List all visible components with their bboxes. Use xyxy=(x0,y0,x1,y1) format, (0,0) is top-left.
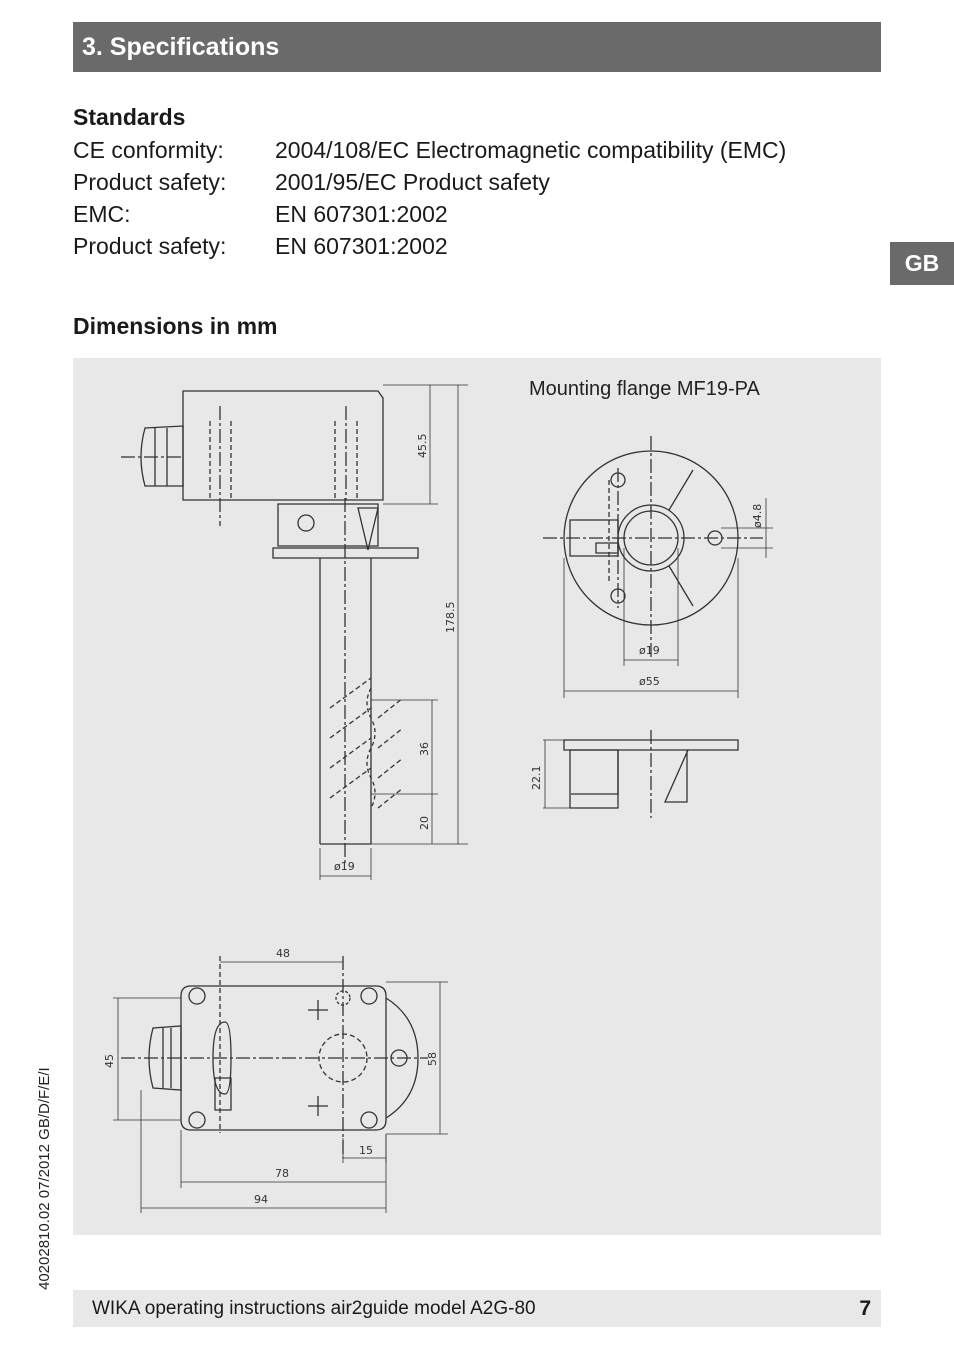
dim-label: ø55 xyxy=(639,675,660,688)
flange-title: Mounting flange MF19-PA xyxy=(529,378,760,400)
flange-side-view xyxy=(543,730,738,818)
dimension-drawing xyxy=(73,358,881,1235)
dim-label: ø4.8 xyxy=(751,503,764,528)
standard-label: CE conformity: xyxy=(73,137,224,163)
dim-label: 48 xyxy=(276,947,290,960)
dim-label: 36 xyxy=(418,742,431,756)
section-title: 3. Specifications xyxy=(73,22,881,72)
standard-value: EN 607301:2002 xyxy=(275,233,448,259)
dim-label: ø19 xyxy=(639,644,660,657)
language-tab[interactable]: GB xyxy=(890,242,954,285)
document-code: 40202810.02 07/2012 GB/D/F/E/I xyxy=(36,1067,53,1290)
standards-row xyxy=(73,233,881,265)
technical-drawing xyxy=(73,358,881,1235)
footer xyxy=(73,1290,881,1327)
standards-heading: Standards xyxy=(73,104,186,130)
dim-label: 178.5 xyxy=(444,601,457,633)
standard-label: Product safety: xyxy=(73,169,227,195)
dim-label: 94 xyxy=(254,1193,268,1206)
dim-label: 20 xyxy=(418,816,431,830)
dim-label: ø19 xyxy=(334,860,355,873)
standard-label: EMC: xyxy=(73,201,131,227)
dim-label: 15 xyxy=(359,1144,373,1157)
standard-value: 2004/108/EC Electromagnetic compatibility (EMC) xyxy=(275,137,787,163)
footer-text: WIKA operating instructions air2guide model A2G-80 xyxy=(92,1298,536,1319)
sensor-side-view xyxy=(121,385,468,880)
standards-row xyxy=(73,201,881,233)
dim-label: 58 xyxy=(426,1052,439,1066)
dim-label: 22.1 xyxy=(530,765,543,790)
standards-row xyxy=(73,169,881,201)
standard-value: 2001/95/EC Product safety xyxy=(275,169,550,195)
page-number: 7 xyxy=(859,1297,871,1320)
standard-value: EN 607301:2002 xyxy=(275,201,448,227)
dim-label: 45 xyxy=(103,1054,116,1068)
dim-label: 45.5 xyxy=(416,433,429,458)
standards-row xyxy=(73,137,881,169)
dim-label: 78 xyxy=(275,1167,289,1180)
flange-top-view xyxy=(543,436,773,698)
dimensions-heading: Dimensions in mm xyxy=(73,313,278,339)
standard-label: Product safety: xyxy=(73,233,227,259)
